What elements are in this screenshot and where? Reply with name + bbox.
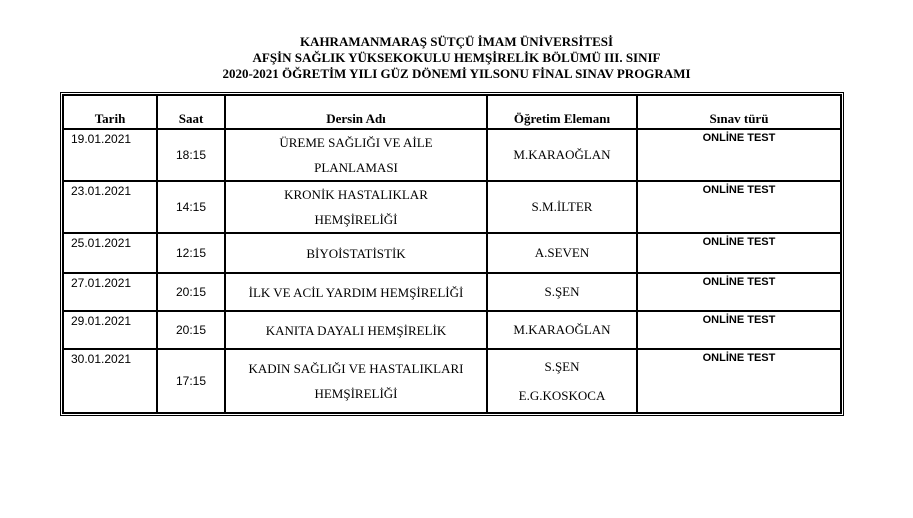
cell-date: 29.01.2021 — [63, 311, 157, 349]
table-row — [63, 233, 841, 273]
department-name: AFŞİN SAĞLIK YÜKSEKOKULU HEMŞİRELİK BÖLÜMÜ III. SINIF — [252, 50, 661, 65]
cell-time: 17:15 — [157, 349, 225, 413]
cell-course — [225, 349, 487, 413]
table-body — [63, 129, 841, 413]
table-row — [63, 311, 841, 349]
cell-course — [225, 273, 487, 311]
cell-time: 12:15 — [157, 233, 225, 273]
table-row — [63, 349, 841, 413]
course-name-line: İLK VE ACİL YARDIM HEMŞİRELİĞİ — [248, 284, 464, 300]
column-header-teacher: Öğretim Elemanı — [487, 95, 637, 129]
university-name: KAHRAMANMARAŞ SÜTÇÜ İMAM ÜNİVERSİTESİ — [299, 34, 614, 49]
cell-teacher — [487, 181, 637, 233]
cell-teacher — [487, 233, 637, 273]
cell-exam-type: ONLİNE TEST — [637, 233, 841, 273]
cell-course — [225, 129, 487, 181]
cell-teacher — [487, 273, 637, 311]
exam-schedule-table — [62, 94, 842, 414]
course-name-line: KADIN SAĞLIĞI VE HASTALIKLARI — [248, 361, 464, 376]
cell-course — [225, 311, 487, 349]
course-name-line: HEMŞİRELİĞİ — [314, 386, 398, 401]
teacher-name: A.SEVEN — [534, 245, 590, 260]
teacher-name: S.M.İLTER — [531, 199, 593, 214]
cell-exam-type: ONLİNE TEST — [637, 129, 841, 181]
cell-time: 20:15 — [157, 273, 225, 311]
cell-date: 19.01.2021 — [63, 129, 157, 181]
column-header-exam-type: Sınav türü — [637, 95, 841, 129]
table-row — [63, 129, 841, 181]
course-name-line: KANITA DAYALI HEMŞİRELİK — [265, 322, 447, 338]
column-header-date: Tarih — [63, 95, 157, 129]
teacher-name: M.KARAOĞLAN — [513, 322, 611, 337]
cell-date: 23.01.2021 — [63, 181, 157, 233]
column-header-time: Saat — [157, 95, 225, 129]
teacher-name: S.ŞEN — [544, 284, 580, 299]
cell-teacher — [487, 311, 637, 349]
teacher-name: E.G.KOSKOCA — [518, 388, 606, 403]
table-header-row — [63, 95, 841, 129]
course-name-line: KRONİK HASTALIKLAR — [284, 187, 428, 202]
program-title: 2020-2021 ÖĞRETİM YILI GÜZ DÖNEMİ YILSONU FİNAL SINAV PROGRAMI — [222, 66, 691, 81]
cell-exam-type: ONLİNE TEST — [637, 181, 841, 233]
cell-time: 14:15 — [157, 181, 225, 233]
document-header — [0, 34, 913, 82]
table-row — [63, 181, 841, 233]
cell-course — [225, 233, 487, 273]
cell-time: 20:15 — [157, 311, 225, 349]
cell-time: 18:15 — [157, 129, 225, 181]
cell-exam-type: ONLİNE TEST — [637, 311, 841, 349]
cell-exam-type: ONLİNE TEST — [637, 273, 841, 311]
course-name-line: BİYOİSTATİSTİK — [306, 245, 406, 261]
teacher-name: S.ŞEN — [544, 359, 580, 374]
cell-course — [225, 181, 487, 233]
table-row — [63, 273, 841, 311]
column-header-course: Dersin Adı — [225, 95, 487, 129]
course-name-line: ÜREME SAĞLIĞI VE AİLE — [279, 135, 433, 150]
teacher-name: M.KARAOĞLAN — [513, 147, 611, 162]
course-name-line: PLANLAMASI — [314, 160, 398, 175]
cell-exam-type: ONLİNE TEST — [637, 349, 841, 413]
cell-date: 27.01.2021 — [63, 273, 157, 311]
course-name-line: HEMŞİRELİĞİ — [314, 212, 398, 227]
cell-date: 25.01.2021 — [63, 233, 157, 273]
cell-date: 30.01.2021 — [63, 349, 157, 413]
cell-teacher — [487, 349, 637, 413]
cell-teacher — [487, 129, 637, 181]
